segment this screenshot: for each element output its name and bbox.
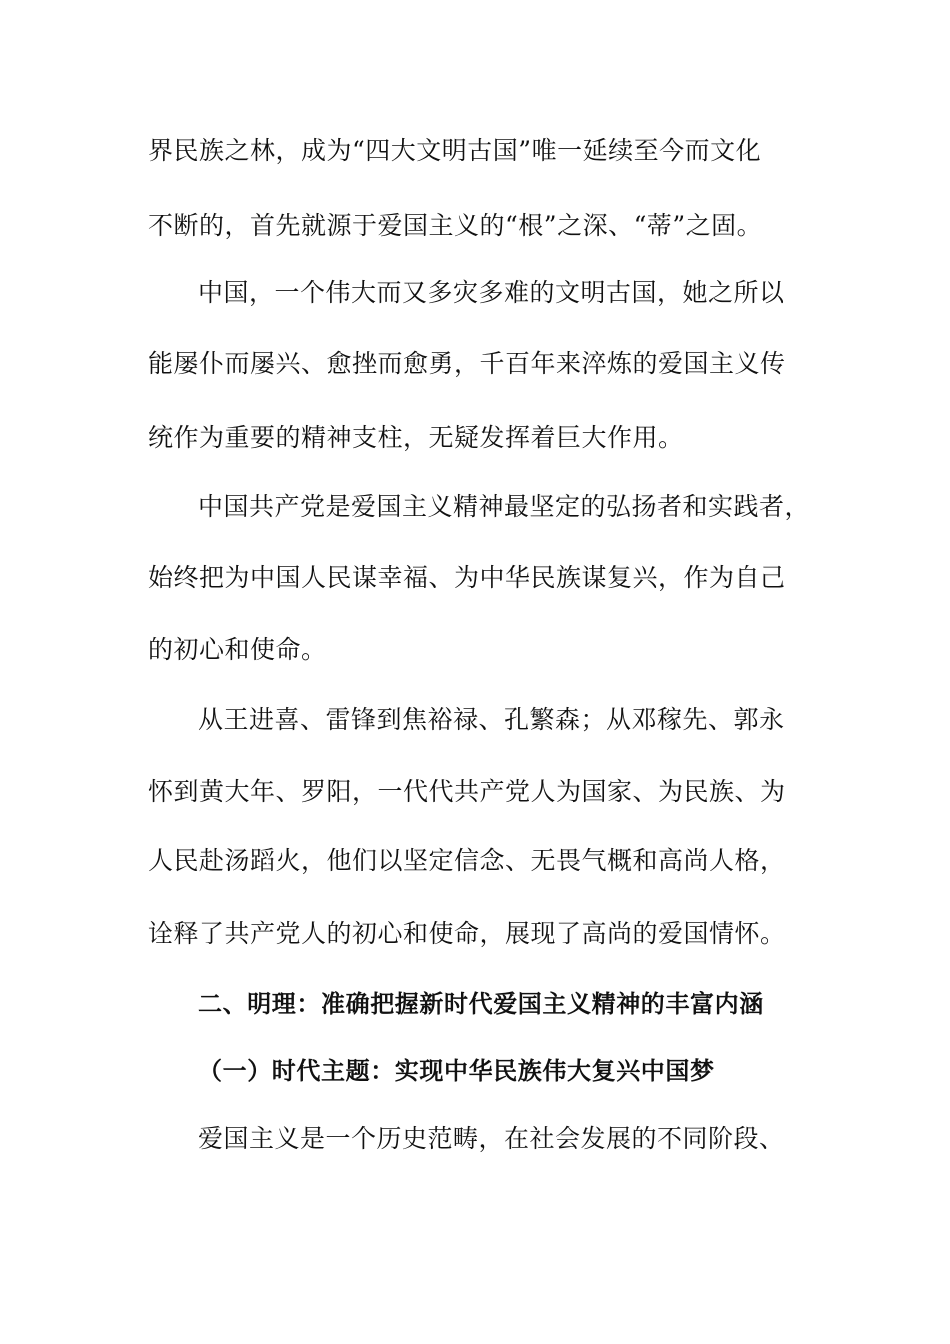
text-line: 界民族之林，成为“四大文明古国”唯一延续至今而文化	[148, 136, 762, 165]
text-line: 不断的，首先就源于爱国主义的“根”之深、“蒂”之固。	[148, 211, 763, 240]
subsection-heading: （一）时代主题：实现中华民族伟大复兴中国梦	[198, 1057, 715, 1085]
text-line: 统作为重要的精神支柱，无疑发挥着巨大作用。	[148, 423, 684, 452]
text-line: 始终把为中国人民谋幸福、为中华民族谋复兴，作为自己	[148, 563, 786, 592]
text-line: 诠释了共产党人的初心和使命，展现了高尚的爱国情怀。	[148, 919, 786, 948]
paragraph-start: 中国共产党是爱国主义精神最坚定的弘扬者和实践者，	[198, 492, 811, 521]
text-line: 的初心和使命。	[148, 635, 327, 664]
section-heading: 二、明理：准确把握新时代爱国主义精神的丰富内涵	[198, 990, 764, 1018]
text-line: 怀到黄大年、罗阳，一代代共产党人为国家、为民族、为	[148, 777, 786, 806]
text-line: 能屡仆而屡兴、愈挫而愈勇，千百年来淬炼的爱国主义传	[148, 349, 786, 378]
paragraph-start: 中国，一个伟大而又多灾多难的文明古国，她之所以	[198, 278, 785, 307]
paragraph-start: 爱国主义是一个历史范畴，在社会发展的不同阶段、	[198, 1124, 785, 1153]
paragraph-start: 从王进喜、雷锋到焦裕禄、孔繁森；从邓稼先、郭永	[198, 705, 785, 734]
text-line: 人民赴汤蹈火，他们以坚定信念、无畏气概和高尚人格，	[148, 846, 786, 875]
